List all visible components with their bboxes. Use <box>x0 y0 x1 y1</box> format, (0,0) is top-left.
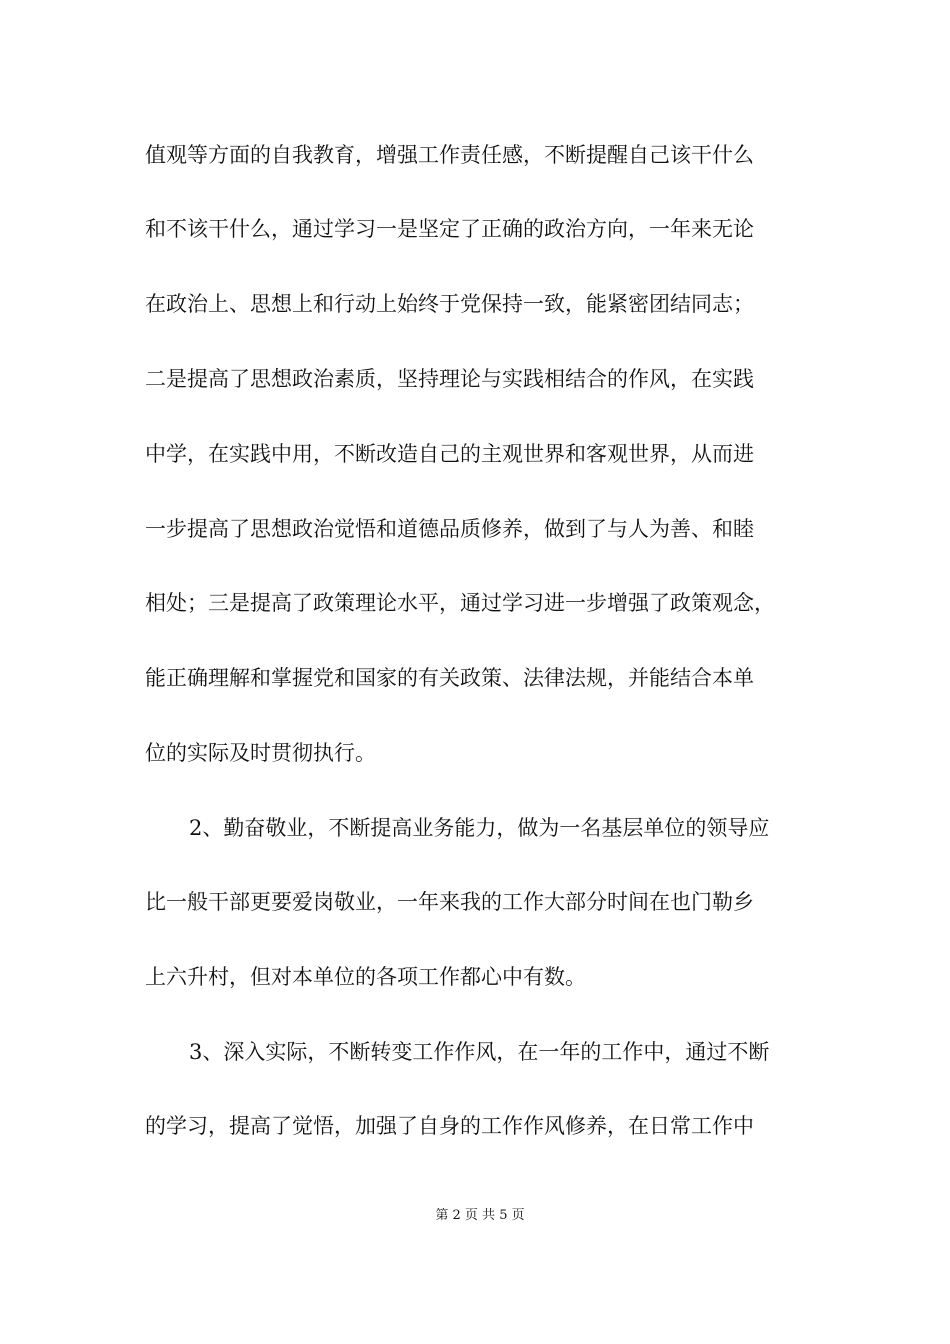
paragraph-start-line: 2、勤奋敬业，不断提高业务能力，做为一名基层单位的领导应 <box>189 816 770 840</box>
text-line: 位的实际及时贯彻执行。 <box>145 741 376 765</box>
text-line: 二是提高了思想政治素质，坚持理论与实践相结合的作风，在实践 <box>145 367 754 391</box>
text-line: 值观等方面的自我教育，增强工作责任感，不断提醒自己该干什么 <box>145 143 754 167</box>
page-number-footer: 第 2 页 共 5 页 <box>435 1208 525 1223</box>
text-line: 的学习，提高了觉悟，加强了自身的工作作风修养，在日常工作中 <box>145 1114 754 1138</box>
text-line: 一步提高了思想政治觉悟和道德品质修养，做到了与人为善、和睦 <box>145 517 754 541</box>
paragraph-start-line: 3、深入实际，不断转变工作作风，在一年的工作中，通过不断 <box>189 1040 770 1064</box>
text-line: 能正确理解和掌握党和国家的有关政策、法律法规，并能结合本单 <box>145 666 754 690</box>
text-line: 相处；三是提高了政策理论水平，通过学习进一步增强了政策观念， <box>145 591 775 615</box>
text-line: 上六升村，但对本单位的各项工作都心中有数。 <box>145 965 586 989</box>
text-line: 在政治上、思想上和行动上始终于党保持一致，能紧密团结同志； <box>145 292 754 316</box>
text-line: 和不该干什么，通过学习一是坚定了正确的政治方向，一年来无论 <box>145 217 754 241</box>
text-line: 中学，在实践中用，不断改造自己的主观世界和客观世界，从而进 <box>145 442 754 466</box>
text-line: 比一般干部更要爱岗敬业，一年来我的工作大部分时间在也门勒乡 <box>145 890 754 914</box>
